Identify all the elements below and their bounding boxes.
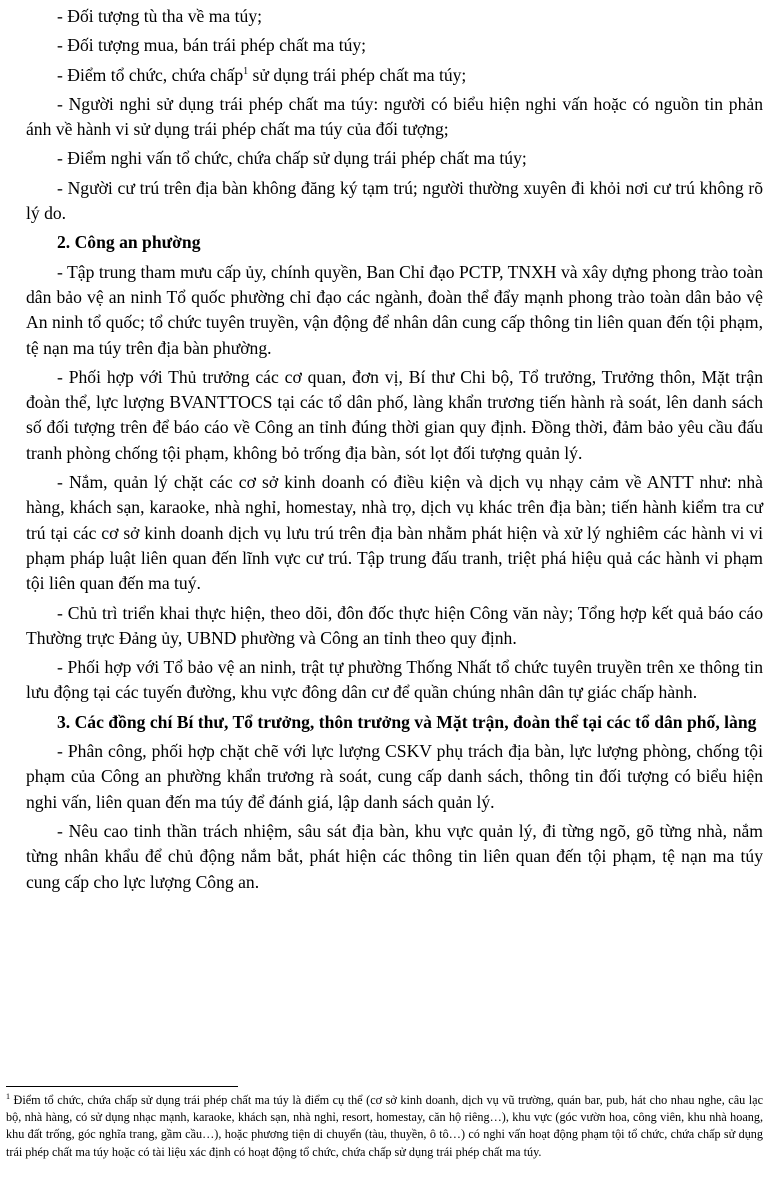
paragraph-item-suspected-user: - Người nghi sử dụng trái phép chất ma túy: người có biểu hiện nghi vấn hoặc có nguồn tin phản ánh về hành vi sử dụng trái phép chất ma túy của đối tượng; [26, 93, 763, 140]
paragraph-item-mobile-propaganda: - Phối hợp với Tổ bảo vệ an ninh, trật tự phường Thống Nhất tổ chức tuyên truyền trên xe thông tin lưu động tại các tuyến đường, khu vực đông dân cư để quần chúng nhân dân tự giác chấp hành. [26, 657, 763, 703]
footnote-reference[interactable]: 1 [243, 65, 249, 77]
paragraph-item-unregistered-resident: - Người cư trú trên địa bàn không đăng ký tạm trú; người thường xuyên đi khỏi nơi cư trú không rõ lý do. [26, 177, 763, 224]
paragraph-item-text: sử dụng trái phép chất ma túy; [248, 64, 467, 85]
paragraph-item-responsibility: - Nêu cao tinh thần trách nhiệm, sâu sát địa bàn, khu vực quản lý, đi từng ngõ, gõ từng nhà, nắm từng nhân khẩu để chủ động nắm bắt, phát hiện các thông tin liên quan đến tội phạm, tệ nạn ma túy cung cấp cho lực lượng Công an. [26, 820, 763, 892]
paragraph-item-text: - Điểm tổ chức, chứa chấp [57, 64, 244, 85]
section-heading-local-officials: 3. Các đồng chí Bí thư, Tổ trưởng, thôn trưởng và Mặt trận, đoàn thể tại các tổ dân phố, làng [57, 711, 757, 732]
footnote-text: Điểm tổ chức, chứa chấp sử dụng trái phép chất ma túy là điểm cụ thể (cơ sở kinh doanh, dịch vụ vũ trường, quán bar, pub, hát cho nhau nghe, câu lạc bộ, nhà hàng, có sử dụng nhạc mạnh, karaoke, khách sạn, nhà nghỉ, resort, homestay, căn hộ riêng…), khu vực (góc vườn hoa, công viên, khu nhà hoang, khu đất trống, góc nghĩa trang, gầm cầu…), hoặc phương tiện di chuyển (tàu, thuyền, ô tô…) có nghi vấn hoạt động phạm tội tổ chức, chứa chấp sử dụng trái phép chất ma túy hoặc có tài liệu xác định có hoạt động tổ chức, chứa chấp sử dụng trái phép chất ma túy. [6, 1093, 763, 1159]
paragraph-item-suspected-venue: - Điểm nghi vấn tổ chức, chứa chấp sử dụng trái phép chất ma túy; [57, 148, 527, 169]
paragraph-item-drug-venue [26, 63, 763, 88]
footnote [6, 1092, 763, 1161]
paragraph-item-advise-leadership: - Tập trung tham mưu cấp ủy, chính quyền, Ban Chỉ đạo PCTP, TNXH và xây dựng phong trào toàn dân bảo vệ an ninh Tổ quốc phường chỉ đạo các ngành, đoàn thể đẩy mạnh phong trào toàn dân bảo vệ An ninh tổ quốc; tổ chức tuyên truyền, vận động để nhân dân cung cấp thông tin liên quan đến tội phạm, tệ nạn ma túy trên địa bàn phường. [26, 261, 763, 358]
paragraph-item-coordinate-review: - Phối hợp với Thủ trưởng các cơ quan, đơn vị, Bí thư Chi bộ, Tổ trưởng, Trưởng thôn, Mặt trận đoàn thể, lực lượng BVANTTOCS tại các tổ dân phố, làng khẩn trương tiến hành rà soát, lên danh sách số đối tượng trên để báo cáo về Công an tỉnh đúng thời gian quy định. Đồng thời, đảm bảo yêu cầu đấu tranh phòng chống tội phạm, không bỏ trống địa bàn, sót lọt đối tượng quản lý. [26, 366, 763, 463]
paragraph-item-assign-coordinate: - Phân công, phối hợp chặt chẽ với lực lượng CSKV phụ trách địa bàn, lực lượng phòng, chống tội phạm của Công an phường khẩn trương rà soát, cung cấp danh sách, thông tin đối tượng có biểu hiện nghi vấn, liên quan đến ma túy để đánh giá, lập danh sách quản lý. [26, 741, 763, 812]
paragraph-item-drug-released: - Đối tượng tù tha về ma túy; [57, 6, 263, 26]
paragraph-item-drug-trafficking: - Đối tượng mua, bán trái phép chất ma túy; [57, 35, 367, 56]
section-heading-ward-police: 2. Công an phường [57, 232, 201, 253]
paragraph-item-lead-implementation: - Chủ trì triển khai thực hiện, theo dõi, đôn đốc thực hiện Công văn này; Tổng hợp kết quả báo cáo Thường trực Đảng ủy, UBND phường và Công an tỉnh theo quy định. [26, 602, 763, 648]
footnote-separator [6, 1086, 238, 1087]
paragraph-item-manage-businesses: - Nắm, quản lý chặt các cơ sở kinh doanh có điều kiện và dịch vụ nhạy cảm về ANTT như: nhà hàng, khách sạn, karaoke, nhà nghỉ, homestay, nhà trọ, dịch vụ khác trên địa bàn; tiến hành kiểm tra cư trú tại các cơ sở kinh doanh dịch vụ lưu trú trên địa bàn nhằm phát hiện và xử lý nghiêm các hành vi vi phạm pháp luật liên quan đến lĩnh vực cư trú. Tập trung đấu tranh, triệt phá hiệu quả các hành vi phạm tội liên quan đến ma tuý. [26, 472, 763, 594]
footnote-number: 1 [6, 1092, 10, 1101]
document-page [26, 4, 763, 899]
